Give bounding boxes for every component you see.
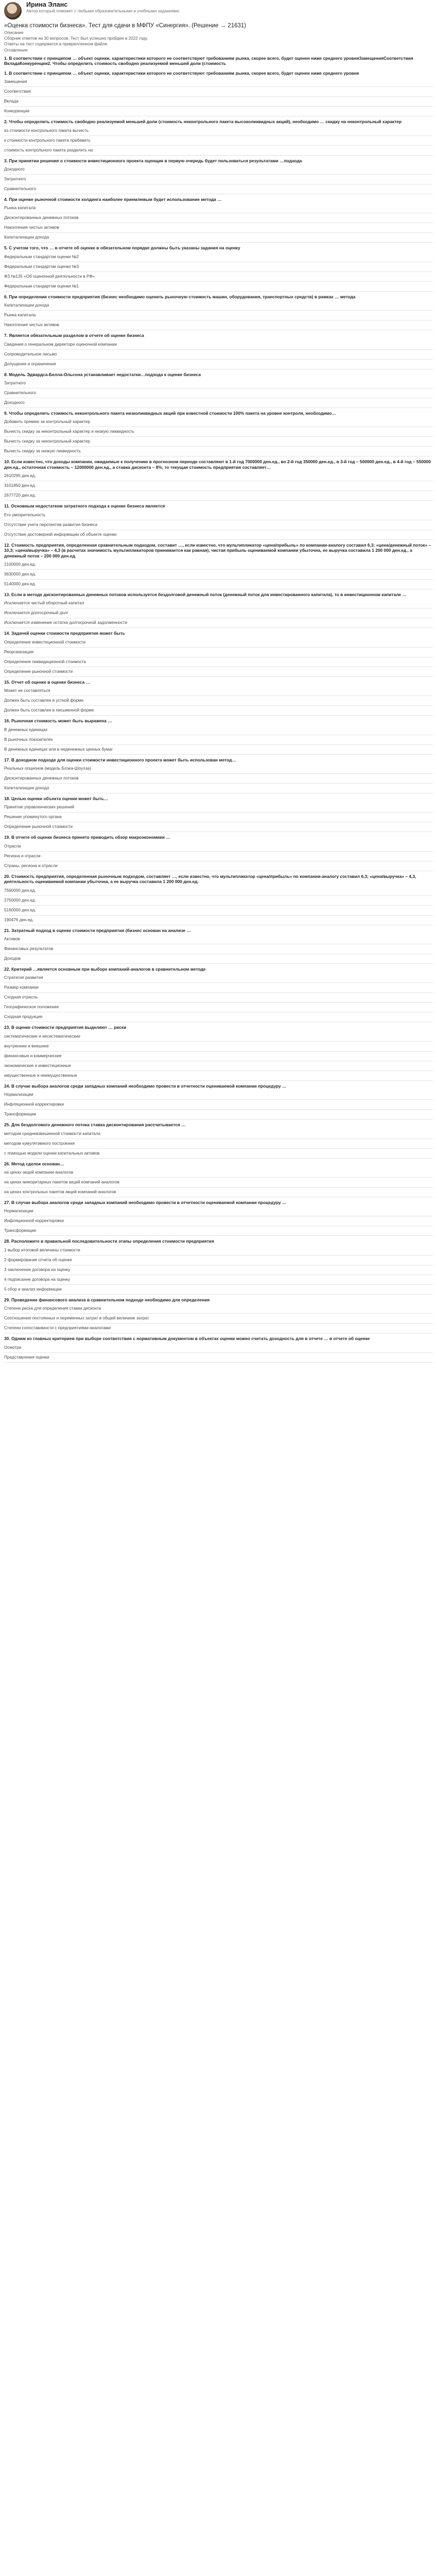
- answer-option: [4, 1012, 433, 1022]
- answer-text: 190476 ден.ед.: [4, 917, 34, 922]
- answer-option: [4, 126, 433, 136]
- answer-option: [4, 1090, 433, 1100]
- answer-option: [4, 1139, 433, 1149]
- answer-option: [4, 1324, 433, 1333]
- answer-option: [4, 1353, 433, 1363]
- answer-option: [4, 87, 433, 97]
- question-text: 6. При определении стоимости предприятия (бизнес необходимо оценить рыночную стоимость машин, оборудования, транспортных средств) в рамках … метода: [4, 294, 356, 299]
- author-description: Автор который поможет с любыми образовательными и учебными заданиями: [26, 9, 179, 13]
- answer-text: Представления оценки: [4, 1354, 49, 1360]
- answer-text: Вычесть скидку за низкую ликвидность: [4, 449, 81, 454]
- answer-option: [4, 491, 433, 501]
- question-text: 22. Критерий …является основным при выборе компаний-аналогов в сравнительном методе: [4, 966, 206, 972]
- answer-option: [4, 1304, 433, 1314]
- answer-option: [4, 107, 433, 116]
- answer-option: [4, 580, 433, 589]
- question-text: 5. С учетом того, что … в отчете об оценке в обязательном порядке должны быть указаны задания на оценку: [4, 245, 240, 251]
- question-text: 25. Для бездолгового денежного потока ставка дисконтирования рассчитывается …: [4, 1122, 186, 1128]
- answer-text: Отрасли: [4, 843, 21, 849]
- answer-option: [4, 696, 433, 706]
- answer-text: Определение рыночной стоимости: [4, 669, 73, 674]
- answer-text: 4 подписание договора на оценку: [4, 1277, 71, 1282]
- answer-option: [4, 1275, 433, 1285]
- answer-option: [4, 437, 433, 447]
- question-text: 23. В оценке стоимости предприятия выделяют … риски: [4, 1025, 127, 1030]
- question-text: 11. Основным недостатком затратного подхода к оценке бизнеса является: [4, 503, 165, 509]
- question-text: 17. В доходном подходе для оценки стоимости инвестиционного проекта может быть использован метод…: [4, 757, 236, 762]
- answer-text: Федеральным стандартом оценки №1: [4, 283, 79, 289]
- answer-option: [4, 657, 433, 667]
- answer-option: [4, 667, 433, 677]
- answer-text: 7560000 ден.ед.: [4, 888, 36, 893]
- question-text: 15. Отчет об оценке в оценке бизнеса …: [4, 679, 91, 685]
- answer-text: на ценах акций компании-аналогов: [4, 1170, 74, 1175]
- answer-text: В рыночных показателях: [4, 737, 53, 742]
- answer-option: [4, 1110, 433, 1120]
- answer-text: Исключается чистый оборотный капитал: [4, 601, 84, 606]
- answer-text: Накопления чистых активов: [4, 225, 59, 230]
- answer-text: Стратегия развития: [4, 975, 43, 980]
- answer-option: [4, 520, 433, 530]
- answer-text: методом кумулятивного построения: [4, 1141, 75, 1146]
- question-block: [4, 156, 433, 194]
- answer-text: систематические и несистематические: [4, 1033, 81, 1039]
- question-block: [4, 501, 433, 539]
- answer-option: [4, 725, 433, 735]
- answer-option: [4, 252, 433, 262]
- question-block: [4, 540, 433, 589]
- answer-option: [4, 481, 433, 491]
- question-text: 24. В случае выбора аналогов среди западных компаний необходимо провести в отчетности оцениваемой компании процедуру …: [4, 1083, 287, 1089]
- answer-text: Капитализации дохода: [4, 235, 49, 240]
- answer-option: [4, 861, 433, 871]
- author-name[interactable]: Ирина Эланс: [26, 1, 68, 8]
- answer-text: Капитализации дохода: [4, 303, 49, 308]
- answer-text: Сравнительного: [4, 391, 36, 396]
- answer-option: [4, 1178, 433, 1188]
- answer-option: [4, 146, 433, 156]
- answer-text: методом средневзвешенной стоимости капитала: [4, 1131, 101, 1136]
- question-text: 29. Проведение финансового анализа в сравнительном подходе необходимо для определения: [4, 1297, 210, 1302]
- answer-text: Вычесть скидку за неконтрольный характер и низкую ликвидность: [4, 429, 135, 434]
- answer-option: [4, 774, 433, 784]
- answer-option: [4, 447, 433, 456]
- question-block: [4, 369, 433, 408]
- answer-option: [4, 896, 433, 906]
- answer-option: [4, 745, 433, 755]
- answer-text: на ценах миноритарных пакетов акций компаний-аналогов: [4, 1180, 119, 1184]
- answer-option: [4, 511, 433, 520]
- answer-option: [4, 1052, 433, 1061]
- answer-text: Исключается изменение остатка долгосрочной задолженности: [4, 620, 128, 625]
- answer-text: имущественные и неимущественные: [4, 1073, 77, 1078]
- answer-text: Его умозрительность: [4, 512, 46, 517]
- answer-option: [4, 1188, 433, 1197]
- answer-option: [4, 398, 433, 408]
- answer-option: [4, 852, 433, 861]
- answer-text: 5 сбор и анализ информации: [4, 1286, 62, 1292]
- answer-option: [4, 262, 433, 272]
- answer-option: [4, 175, 433, 184]
- answer-option: [4, 608, 433, 618]
- answer-text: Страны, региона и отрасли: [4, 863, 58, 868]
- answer-option: [4, 764, 433, 774]
- question-text: 26. Метод сделок основан…: [4, 1161, 64, 1166]
- answer-text: Степени риска для определения ставки дисконта: [4, 1306, 101, 1311]
- answer-text: Соответствия: [4, 89, 31, 94]
- answer-option: [4, 648, 433, 657]
- question-block: [4, 925, 433, 964]
- answer-option: [4, 944, 433, 954]
- answer-text: Дисконтированных денежных потоков: [4, 775, 79, 781]
- answer-text: Сопроводительное письмо: [4, 351, 57, 357]
- answer-text: Может не составляться: [4, 688, 50, 693]
- answer-text: Накопления чистых активов: [4, 323, 59, 328]
- answer-option: [4, 471, 433, 481]
- answer-option: [4, 803, 433, 812]
- answer-option: [4, 340, 433, 350]
- question-list: [4, 53, 433, 1363]
- answer-text: Степени сопоставимости с предприятиями-аналогами: [4, 1326, 111, 1331]
- answer-option: [4, 993, 433, 1003]
- answer-option: [4, 1071, 433, 1081]
- answer-text: Финансовых результатов: [4, 946, 54, 951]
- answer-text: Должен быть составлен в устной форме: [4, 698, 84, 703]
- answer-option: [4, 379, 433, 388]
- question-block: [4, 1159, 433, 1197]
- question-block: [4, 194, 433, 243]
- question-block: [4, 68, 433, 116]
- answer-option: [4, 1246, 433, 1256]
- answer-text: Соотношения постоянных и переменных затрат в общей величине затрат: [4, 1316, 149, 1321]
- question-text: 7. Является обязательным разделом в отчете об оценке бизнеса: [4, 333, 144, 338]
- answer-text: Трансформации: [4, 1228, 37, 1233]
- answer-text: Размер компании: [4, 985, 39, 990]
- answer-option: [4, 638, 433, 648]
- question-block: [4, 53, 433, 68]
- answer-option: [4, 812, 433, 822]
- answer-text: Сравнительного: [4, 187, 36, 192]
- answer-text: 5140000 ден.ед.: [4, 581, 36, 586]
- answer-text: Нормализации: [4, 1209, 33, 1214]
- answer-text: Дисконтированных денежных потоков: [4, 215, 79, 221]
- answer-text: Доходного: [4, 400, 25, 405]
- answer-option: [4, 1265, 433, 1275]
- answer-text: Доходного: [4, 167, 25, 172]
- answer-text: Определение ликвидационной стоимости: [4, 659, 86, 664]
- answer-option: [4, 560, 433, 570]
- answer-option: [4, 427, 433, 437]
- question-text: 1. В соответствии с принципом … объект оценки, характеристики которого не соответствуют требованиям рынка, скорее всего, будет оценен ниже среднего уровня: [4, 70, 359, 76]
- answer-text: Активов: [4, 936, 20, 941]
- answer-option: [4, 1100, 433, 1110]
- answer-option: [4, 282, 433, 292]
- answer-option: [4, 184, 433, 194]
- answer-text: Инфляционной корректировки: [4, 1102, 64, 1107]
- answer-option: [4, 233, 433, 243]
- question-block: [4, 793, 433, 832]
- answer-option: [4, 618, 433, 628]
- question-block: [4, 964, 433, 1022]
- question-text: 12. Стоимость предприятия, определенная сравнительным подходом, составит …, если известно, что мультипликатор «цена/прибыль» по компании-аналогу составил 6,3; «цена/денежный поток» – 10,3; «цена/выручка» – 4,3 (в расчетах значимость мультипликаторов принимается как равная), чистая прибыль оцениваемой компании убыточна, ее выручка составила 1 200 000 ден.ед., а денежный поток – 200 000 ден.ед.: [4, 542, 431, 558]
- answer-text: Определение инвестиционной стоимости: [4, 639, 86, 645]
- answer-option: [4, 1256, 433, 1265]
- question-text: 9. Чтобы определить стоимость неконтрольного пакета низколиквидных акций при известной стоимости 100% пакета на уровне контроля, необходимо…: [4, 411, 336, 416]
- question-text: 20. Стоимость предприятия, определенная рыночным подходом, составляет …, если известно, что мультипликатор «цена/прибыль» по компании-аналогу составил 6,3; «цена/выручка» – 4,3, деятельность оцениваемой компании убыточна, а ее выручка составила 1 200 000 ден.ед.: [4, 873, 416, 885]
- question-block: [4, 243, 433, 291]
- answer-option: [4, 272, 433, 282]
- question-block: [4, 589, 433, 628]
- answer-text: Реорганизация: [4, 649, 34, 654]
- answer-text: внутренние и внешние: [4, 1043, 49, 1048]
- answer-option: [4, 223, 433, 233]
- answer-text: Географическое положение: [4, 1005, 59, 1010]
- question-text: 27. В случае выбора аналогов среди западных компаний необходимо провести в отчетности оцениваемой компании процедуру …: [4, 1200, 287, 1205]
- question-text: 28. Расположите в правильной последовательности этапы определения стоимости предприятия: [4, 1239, 214, 1244]
- answer-option: [4, 350, 433, 360]
- question-text: 1. В соответствии с принципом … объект оценки, характеристики которого не соответствуют требованиям рынка, скорее всего, будет оценен ниже среднего уровняЗамещенияСоответствия ВкладаКонкуренции2. Чтобы определить стоимость свободно реализуемой меньшей доли (стоимость: [4, 56, 413, 66]
- question-text: 14. Задачей оценки стоимости предприятия может быть: [4, 631, 125, 636]
- answer-option: [4, 886, 433, 896]
- question-block: [4, 1333, 433, 1362]
- description-line: Ответы на тест содержатся в прикрепленном файле.: [4, 42, 109, 46]
- question-block: [4, 408, 433, 456]
- answer-option: [4, 983, 433, 993]
- answer-text: Конкуренции: [4, 109, 29, 114]
- answer-text: Допущения и ограничения: [4, 361, 56, 366]
- answer-text: Вычесть скидку за неконтрольный характер: [4, 439, 91, 444]
- answer-option: [4, 213, 433, 223]
- answer-option: [4, 706, 433, 716]
- answer-text: Доходов: [4, 956, 21, 961]
- answer-text: финансовые и коммерческие: [4, 1053, 62, 1058]
- answer-option: [4, 417, 433, 427]
- question-block: [4, 1120, 433, 1158]
- answer-text: Федеральным стандартом оценки №3: [4, 264, 79, 269]
- question-block: [4, 755, 433, 793]
- answer-option: [4, 301, 433, 311]
- page-title: «Оценка стоимости бизнеса». Тест для сдачи в МФПУ «Синергия». (Решение → 21631): [4, 23, 247, 29]
- answer-option: [4, 784, 433, 793]
- question-text: 18. Целью оценки объекта оценки может быть…: [4, 795, 109, 801]
- answer-text: на ценах контрольных пакетов акций компаний-аналогов: [4, 1190, 116, 1194]
- answer-text: Капитализации дохода: [4, 785, 49, 790]
- question-text: 13. Если в методе дисконтированных денежных потоков используется бездолговой денежный поток (денежный поток для инвестированного капитала), то в инвестиционном капитале …: [4, 591, 407, 597]
- answer-option: [4, 1314, 433, 1324]
- question-block: [4, 1197, 433, 1236]
- answer-text: 2100000 ден.ед.: [4, 562, 36, 567]
- answer-option: [4, 1207, 433, 1216]
- question-block: [4, 1081, 433, 1120]
- answer-option: [4, 1003, 433, 1012]
- question-text: 21. Затратный подход в оценке стоимости предприятия (бизнес основан на анализе …: [4, 927, 191, 933]
- answer-option: [4, 906, 433, 916]
- answer-text: Затратного: [4, 177, 26, 182]
- answer-option: [4, 360, 433, 369]
- question-text: 10. Если известно, что доходы компании, ожидаемые к получению в прогнозном периоде составляют в 1-й год 7000000 ден.ед., во 2-й год 350000 ден.ед., в 3-й год – 500000 ден.ед., в 4-й год – 550000 ден.ед., остаточная стоимость – 12000000 ден.ед., а ставка дисконта – 8%, то текущая стоимость предприятия составляет…: [4, 459, 431, 470]
- answer-option: [4, 1343, 433, 1353]
- answer-option: [4, 1226, 433, 1236]
- answer-text: 2 формирование отчета об оценке: [4, 1257, 72, 1262]
- answer-option: [4, 1032, 433, 1042]
- answer-text: Отсутствие достоверной информации об объекте оценки: [4, 532, 117, 537]
- answer-option: [4, 1061, 433, 1071]
- answer-text: 1 выбор итоговой величины стоимости: [4, 1247, 80, 1252]
- answer-option: [4, 570, 433, 580]
- question-block: [4, 871, 433, 925]
- answer-option: [4, 1149, 433, 1159]
- question-block: [4, 628, 433, 676]
- answer-option: [4, 599, 433, 608]
- answer-text: из стоимости контрольного пакета вычесть: [4, 128, 89, 133]
- answer-option: [4, 311, 433, 320]
- question-text: 4. При оценке рыночной стоимости холдинга наиболее приемлемым будет использование метода …: [4, 197, 222, 202]
- answer-text: Сведения о генеральном директоре оценочной компании: [4, 342, 117, 347]
- answer-option: [4, 1285, 433, 1295]
- answer-text: Реальных опционов (модель Блэка-Шоулза): [4, 766, 91, 771]
- answer-option: [4, 97, 433, 107]
- answer-text: В денежных единицах или в неденежных ценных бумаг: [4, 747, 113, 752]
- question-block: [4, 116, 433, 155]
- question-block: [4, 1236, 433, 1294]
- answer-option: [4, 822, 433, 832]
- answer-option: [4, 388, 433, 398]
- answer-text: Исключается долгосрочный долг: [4, 611, 68, 616]
- answer-text: Добавить премию за контрольный характер: [4, 419, 91, 425]
- question-block: [4, 330, 433, 369]
- answer-option: [4, 1168, 433, 1178]
- answer-option: [4, 1216, 433, 1226]
- answer-text: Рынка капитала: [4, 313, 36, 318]
- answer-text: Принятие управленческих решений: [4, 805, 75, 810]
- question-block: [4, 1022, 433, 1080]
- answer-text: Сходная отрасль: [4, 995, 38, 1000]
- answer-option: [4, 204, 433, 213]
- answer-text: Сходная продукция: [4, 1014, 43, 1020]
- answer-option: [4, 686, 433, 696]
- question-text: 30. Одним из главных критериев при выборе соответствия с нормативным документом в объектах оценки можно считать доходность для в отчете … в отчете об оценке: [4, 1336, 370, 1342]
- answer-option: [4, 530, 433, 540]
- answer-text: Вклада: [4, 99, 19, 104]
- answer-option: [4, 735, 433, 745]
- answer-option: [4, 916, 433, 925]
- answer-text: Нормализации: [4, 1092, 33, 1097]
- question-block: [4, 456, 433, 501]
- answer-text: Замещения: [4, 79, 27, 84]
- question-block: [4, 1295, 433, 1333]
- answer-text: Трансформации: [4, 1112, 37, 1117]
- answer-text: 2610295 ден.ед.: [4, 473, 36, 479]
- answer-text: 2677720 ден.ед.: [4, 493, 36, 498]
- question-text: 19. В отчете об оценке бизнеса принято приводить обзор макроэкономики …: [4, 835, 170, 840]
- author-avatar[interactable]: [4, 2, 22, 20]
- question-block: [4, 832, 433, 871]
- answer-text: 5160000 ден.ед.: [4, 907, 36, 912]
- answer-option: [4, 136, 433, 146]
- answer-text: к стоимости контрольного пакета прибавить: [4, 138, 91, 143]
- answer-text: с помощью модели оценки капитальных активов: [4, 1150, 100, 1156]
- answer-option: [4, 842, 433, 852]
- answer-text: Затратного: [4, 381, 26, 386]
- answer-text: Рынка капитала: [4, 206, 36, 211]
- answer-text: стоимость контрольного пакета разделить на: [4, 147, 93, 152]
- answer-option: [4, 1129, 433, 1139]
- answer-option: [4, 1042, 433, 1052]
- answer-option: [4, 320, 433, 330]
- answer-text: 3 заключение договора на оценку: [4, 1267, 71, 1272]
- question-text: 3. При принятии решения о стоимости инвестиционного проекта оценщик в первую очередь будет пользоваться результатами …подхода: [4, 158, 302, 163]
- answer-text: 2750000 ден.ед.: [4, 897, 36, 903]
- answer-text: В денежных единицах: [4, 727, 48, 732]
- answer-text: Осмотра: [4, 1345, 22, 1350]
- answer-text: Региона и отрасли: [4, 853, 41, 858]
- answer-text: ФЗ №135 «Об оценочной деятельности в РФ»: [4, 274, 95, 279]
- question-text: 2. Чтобы определить стоимость свободно реализуемой меньшей доли (стоимость неконтрольного пакета высоколиквидных акций), необходимо … скидку на неконтрольный характер: [4, 119, 402, 125]
- answer-text: Инфляционной корректировки: [4, 1218, 64, 1224]
- description-label: Описание: [4, 30, 24, 35]
- answer-option: [4, 954, 433, 964]
- question-block: [4, 716, 433, 754]
- answer-text: 3101850 ден.ед.: [4, 483, 36, 488]
- author-info: [26, 1, 181, 14]
- answer-text: 3630000 ден.ед.: [4, 571, 36, 577]
- answer-text: экономические и инвестиционные: [4, 1063, 72, 1068]
- answer-option: [4, 165, 433, 175]
- question-text: 16. Рыночная стоимость может быть выражена …: [4, 718, 112, 724]
- answer-text: Решение упомянутого органа: [4, 815, 62, 820]
- question-text: 8. Модель Эдвардса-Белла-Ольсона устанавливает недостатки…подхода к оценке бизнеса: [4, 371, 201, 377]
- answer-option: [4, 935, 433, 944]
- question-block: [4, 677, 433, 716]
- question-block: [4, 292, 433, 330]
- answer-option: [4, 973, 433, 983]
- answer-text: Отсутствие учета перспектив развития бизнеса: [4, 522, 98, 527]
- toc-label: Оглавление: [4, 48, 28, 53]
- answer-text: Должен быть составлен в письменной форме: [4, 708, 94, 713]
- author-header: [4, 0, 433, 22]
- answer-text: Определение рыночной стоимости: [4, 824, 73, 829]
- answer-option: [4, 77, 433, 87]
- answer-text: Федеральным стандартом оценки №2: [4, 254, 79, 259]
- description-line: Сборник ответов на 30 вопросов. Тест был успешно пройден в 2022 году.: [4, 36, 148, 41]
